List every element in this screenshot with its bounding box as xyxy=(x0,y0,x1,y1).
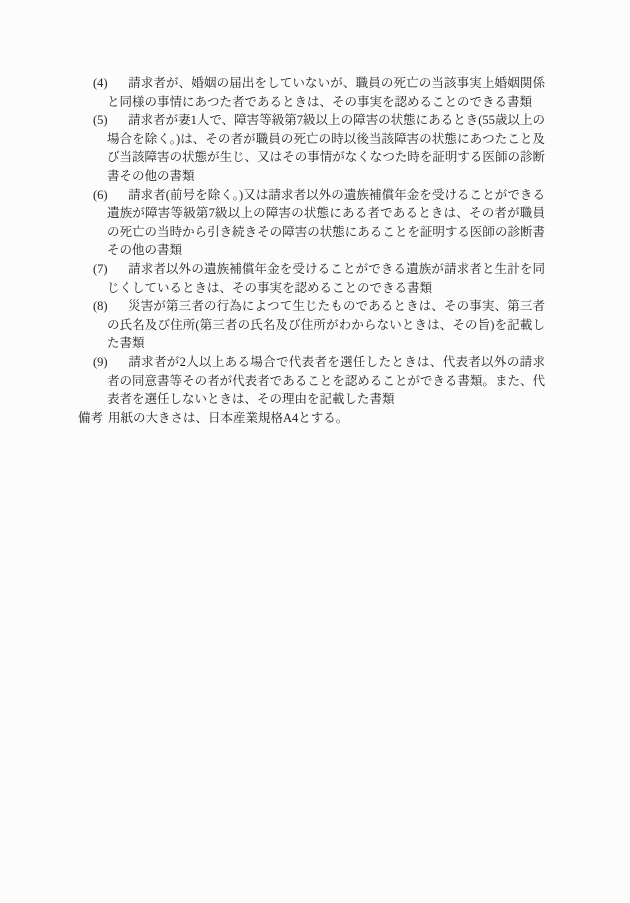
list-item-5 xyxy=(93,111,545,185)
remarks-text: 用紙の大きさは、日本産業規格A4とする。 xyxy=(108,410,349,425)
item-text: 請求者が2人以上ある場合で代表者を選任したときは、代表者以外の請求者の同意書等その者が代表者であることを認めることができる書類。また、代表者を選任しないときは、その理由を記載した書類 xyxy=(107,354,545,407)
remarks-label: 備考 xyxy=(78,410,104,425)
item-text: 請求者以外の遺族補償年金を受けることができる遺族が請求者と生計を同じくしているときは、その事実を認めることのできる書類 xyxy=(107,261,545,295)
item-text: 請求者が妻1人で、障害等級第7級以上の障害の状態にあるとき(55歳以上の場合を除く。)は、その者が職員の死亡の時以後当該障害の状態にあつたこと及び当該障害の状態が生じ、又はその事情がなくなつた時を証明する医師の診断書その他の書類 xyxy=(107,113,545,183)
list-item-9 xyxy=(93,353,545,409)
item-text: 請求者(前号を除く。)又は請求者以外の遺族補償年金を受けることができる遺族が障害等級第7級以上の障害の状態にある者であるときは、その者が職員の死亡の当時から引き続きその障害の状態にあることを証明する医師の診断書その他の書類 xyxy=(107,187,545,258)
item-number: (9) xyxy=(93,354,108,369)
list-item-6 xyxy=(93,186,545,260)
item-number: (4) xyxy=(93,76,108,90)
item-number: (6) xyxy=(93,187,108,202)
list-item-4 xyxy=(93,74,545,111)
list-item-8 xyxy=(93,297,545,353)
document-body xyxy=(78,74,545,427)
item-text: 災害が第三者の行為によつて生じたものであるときは、その事実、第三者の氏名及び住所(第三者の氏名及び住所がわからないときは、その旨)を記載した書類 xyxy=(107,299,545,351)
remarks-row xyxy=(78,409,545,428)
item-text: 請求者が、婚姻の届出をしていないが、職員の死亡の当該事実上婚姻関係と同様の事情にあつた者であるときは、その事実を認めることのできる書類 xyxy=(107,76,545,109)
item-number: (8) xyxy=(93,299,108,314)
list-item-7 xyxy=(93,260,545,297)
item-number: (5) xyxy=(93,113,108,128)
item-number: (7) xyxy=(93,261,108,276)
